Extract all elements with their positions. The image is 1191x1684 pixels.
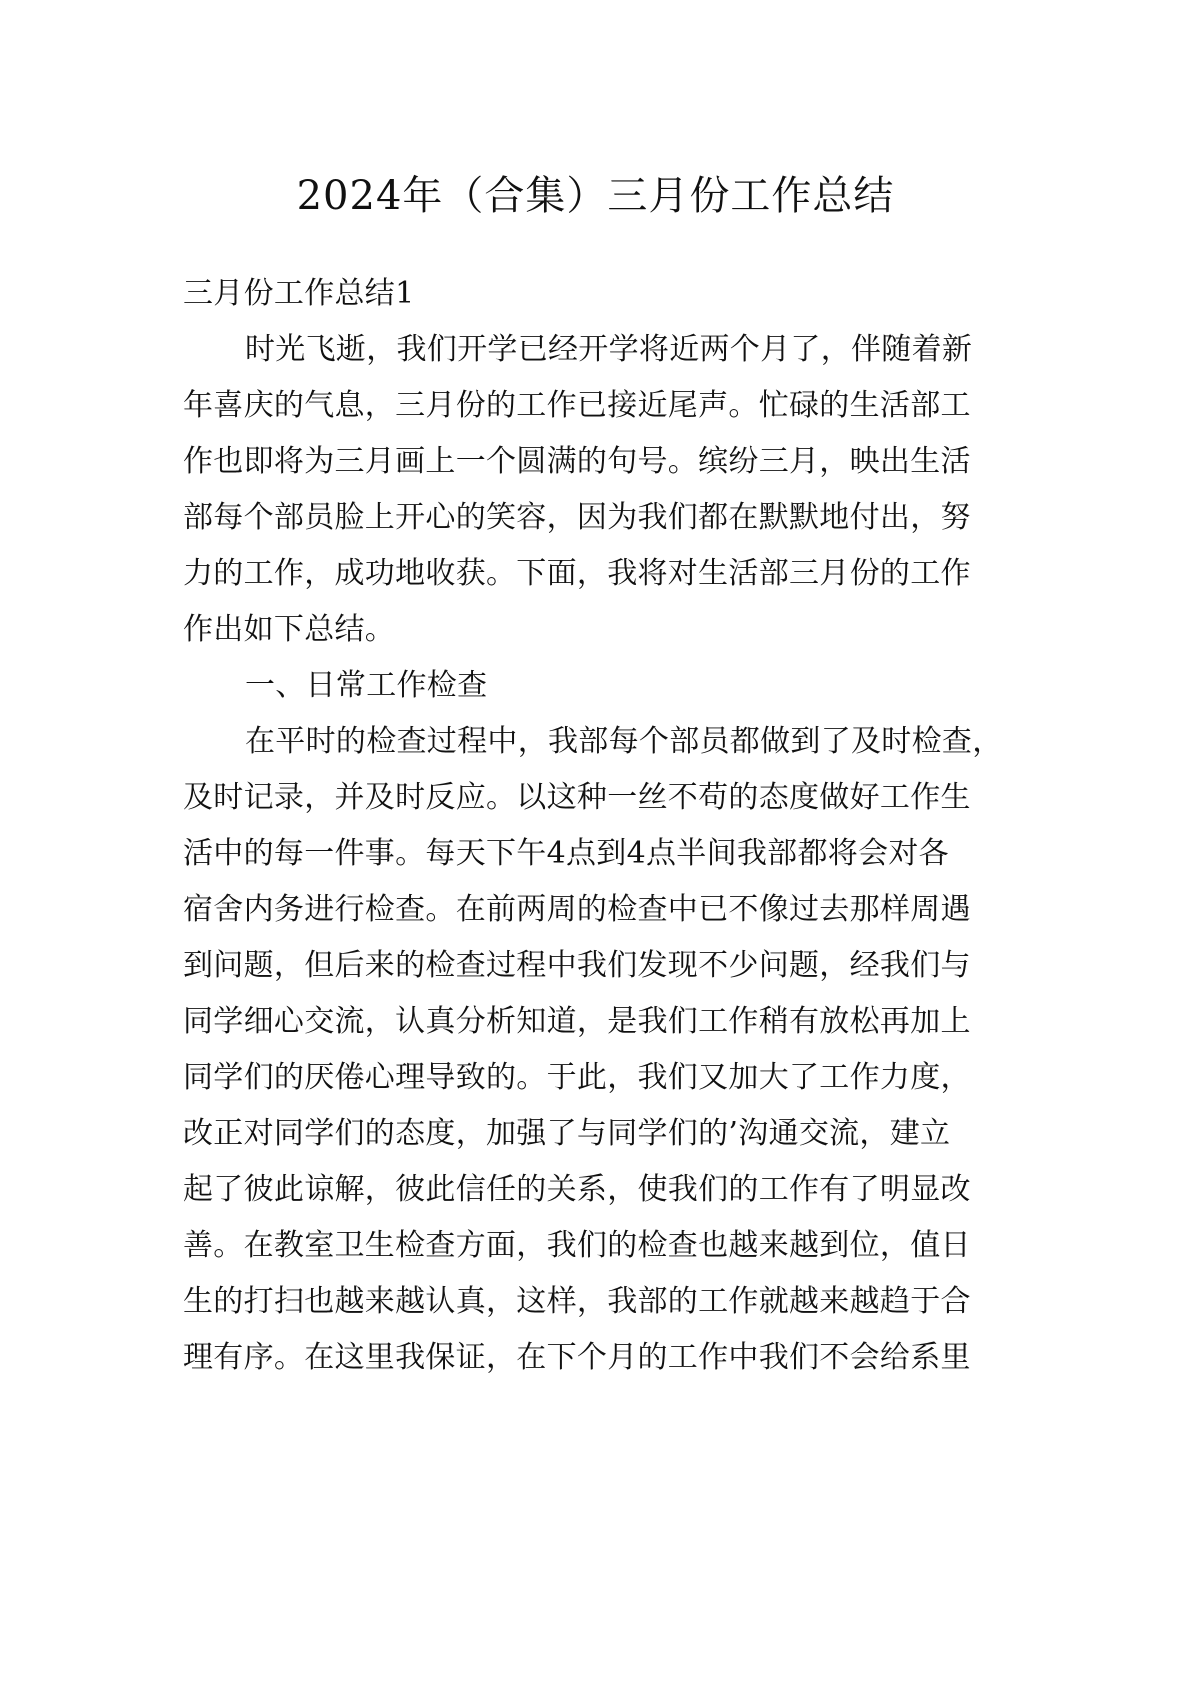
paragraph-line: 力的工作，成功地收获。下面，我将对生活部三月份的工作: [183, 556, 971, 591]
paragraph-line: 起了彼此谅解，彼此信任的关系，使我们的工作有了明显改: [183, 1172, 971, 1207]
paragraph-line: 改正对同学们的态度，加强了与同学们的’沟通交流，建立: [183, 1116, 951, 1151]
paragraph-line: 活中的每一件事。每天下午4点到4点半间我部都将会对各: [183, 836, 949, 871]
paragraph-line: 在平时的检查过程中，我部每个部员都做到了及时检查，: [245, 724, 1003, 759]
paragraph-line: 部每个部员脸上开心的笑容，因为我们都在默默地付出，努: [183, 500, 971, 535]
paragraph-line: 善。在教室卫生检查方面，我们的检查也越来越到位，值日: [183, 1228, 971, 1263]
paragraph-line: 及时记录，并及时反应。以这种一丝不苟的态度做好工作生: [183, 780, 971, 815]
paragraph-line: 时光飞逝，我们开学已经开学将近两个月了，伴随着新: [245, 332, 973, 367]
paragraph-line: 年喜庆的气息，三月份的工作已接近尾声。忙碌的生活部工: [183, 388, 971, 423]
paragraph-line: 同学细心交流，认真分析知道，是我们工作稍有放松再加上: [183, 1004, 971, 1039]
paragraph-line: 理有序。在这里我保证，在下个月的工作中我们不会给系里: [183, 1340, 971, 1375]
subsection-heading: 一、日常工作检查: [245, 668, 488, 703]
paragraph-line: 同学们的厌倦心理导致的。于此，我们又加大了工作力度，: [183, 1060, 971, 1095]
paragraph-line: 作也即将为三月画上一个圆满的句号。缤纷三月，映出生活: [183, 444, 971, 479]
paragraph-line: 生的打扫也越来越认真，这样，我部的工作就越来越趋于合: [183, 1284, 971, 1319]
document-title: 2024年（合集）三月份工作总结: [296, 173, 895, 219]
paragraph-line: 作出如下总结。: [183, 612, 396, 647]
paragraph-line: 宿舍内务进行检查。在前两周的检查中已不像过去那样周遇: [183, 892, 971, 927]
paragraph-line: 到问题，但后来的检查过程中我们发现不少问题，经我们与: [183, 948, 971, 983]
section-heading: 三月份工作总结1: [183, 276, 415, 311]
